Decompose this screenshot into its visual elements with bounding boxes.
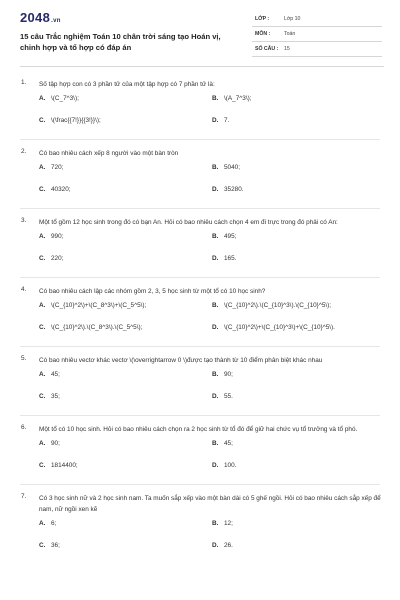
question-number: 7. [21,493,27,500]
option-row [0,228,400,250]
option-letter: A. [39,164,46,171]
option-row [0,159,400,181]
option-c[interactable] [39,542,60,549]
meta-row-count [252,44,382,57]
option-letter: D. [212,117,219,124]
option-d[interactable] [212,462,236,469]
question-number: 6. [21,424,27,431]
option-a[interactable] [39,371,60,378]
option-text: \(C_{10}^2\)+\(C_{10}^3\)+\(C_{10}^5\). [224,324,335,331]
page-header [0,0,400,64]
option-row [0,537,400,559]
question-2 [0,148,400,209]
question-5 [0,355,400,416]
option-letter: D. [212,255,219,262]
option-text: \(\frac{{7!}}{{3!}}\); [51,117,101,124]
option-letter: C. [39,393,46,400]
question-line [0,286,400,297]
option-letter: B. [212,95,219,102]
question-number: 3. [21,217,27,224]
option-a[interactable] [39,233,63,240]
option-c[interactable] [39,393,60,400]
question-number: 1. [21,79,27,86]
option-d[interactable] [212,393,233,400]
meta-label: MÔN : [255,31,271,37]
question-text: Một tổ gồm 12 học sinh trong đó có bạn An. Hỏi có bao nhiêu cách chọn 4 em đi trực trong đó phải có An: [39,219,338,226]
document-title: 15 câu Trắc nghiệm Toán 10 chân trời sáng tạo Hoán vị, chỉnh hợp và tổ hợp có đáp án [20,32,221,52]
option-row [0,515,400,537]
question-line [0,493,400,515]
option-letter: D. [212,462,219,469]
meta-value: Lớp 10 [284,16,301,22]
option-letter: B. [212,520,219,527]
option-b[interactable] [212,95,252,102]
option-letter: A. [39,440,46,447]
option-row [0,112,400,134]
option-text: 40320; [51,186,71,193]
option-d[interactable] [212,542,233,549]
option-text: 495; [224,233,237,240]
option-row [0,181,400,203]
option-c[interactable] [39,462,78,469]
question-number: 2. [21,148,27,155]
question-4 [0,286,400,347]
option-text: 6; [51,520,57,527]
option-a[interactable] [39,440,60,447]
option-letter: D. [212,542,219,549]
option-a[interactable] [39,95,79,102]
option-text: 12; [224,520,233,527]
option-letter: A. [39,371,46,378]
question-6 [0,424,400,485]
option-letter: A. [39,302,46,309]
option-text: 55. [224,393,233,400]
option-text: 35280. [224,186,244,193]
option-d[interactable] [212,255,236,262]
option-text: 45; [224,440,233,447]
option-text: 100. [224,462,237,469]
option-text: \(C_{10}^2\)+\(C_8^3\)+\(C_5^5\); [51,302,147,309]
option-a[interactable] [39,520,56,527]
option-letter: A. [39,95,46,102]
option-c[interactable] [39,324,142,331]
question-line [0,424,400,435]
option-letter: C. [39,542,46,549]
option-text: 165. [224,255,237,262]
option-letter: D. [212,186,219,193]
option-row [0,366,400,388]
option-letter: C. [39,462,46,469]
option-a[interactable] [39,302,146,309]
option-text: 26. [224,542,233,549]
question-line [0,148,400,159]
question-line [0,79,400,90]
option-c[interactable] [39,117,101,124]
option-text: 5040; [224,164,240,171]
meta-value: Toán [284,31,296,37]
question-list [0,79,400,559]
option-text: 90; [224,371,233,378]
question-text: Một tổ có 10 học sinh. Hỏi có bao nhiêu cách chọn ra 2 học sinh từ tổ đó để giữ hai chức vụ tổ trưởng và tổ phó. [39,426,358,433]
logo-text: 2048 [20,10,51,25]
option-letter: C. [39,324,46,331]
option-d[interactable] [212,117,229,124]
option-letter: A. [39,233,46,240]
option-text: \(C_{10}^2\).\(C_8^3\).\(C_5^5\); [51,324,143,331]
option-text: 220; [51,255,64,262]
option-letter: A. [39,520,46,527]
option-letter: B. [212,164,219,171]
option-row [0,388,400,410]
meta-row-subject [252,29,382,42]
question-number: 5. [21,355,27,362]
option-text: 35; [51,393,60,400]
option-b[interactable] [212,233,236,240]
option-b[interactable] [212,302,331,309]
option-text: 1814400; [51,462,78,469]
option-row [0,250,400,272]
meta-value: 15 [284,46,290,52]
option-row [0,319,400,341]
option-d[interactable] [212,186,244,193]
question-text: Có bao nhiêu cách lập các nhóm gồm 2, 3, 5 học sinh từ một tổ có 10 học sinh? [39,288,266,295]
option-text: \(A_7^3\); [224,95,252,102]
question-divider [20,415,380,416]
meta-label: LỚP : [255,16,270,22]
option-letter: B. [212,440,219,447]
question-line [0,217,400,228]
option-text: 720; [51,164,64,171]
meta-row-class [252,14,382,27]
question-divider [20,277,380,278]
option-letter: D. [212,393,219,400]
option-b[interactable] [212,164,240,171]
option-letter: C. [39,117,46,124]
option-letter: B. [212,371,219,378]
option-c[interactable] [39,255,63,262]
option-letter: D. [212,324,219,331]
question-text: Có bao nhiêu vectơ khác vectơ \(\overrightarrow 0 \)được tạo thành từ 10 điểm phân biệt khác nhau [39,357,323,364]
site-logo[interactable] [20,10,61,25]
option-row [0,90,400,112]
logo-suffix: .vn [51,18,61,24]
option-text: 36; [51,542,60,549]
option-a[interactable] [39,164,63,171]
option-letter: C. [39,186,46,193]
question-divider [20,139,380,140]
question-text: Có bao nhiêu cách xếp 8 người vào một bàn tròn [39,150,179,157]
option-letter: B. [212,302,219,309]
option-letter: B. [212,233,219,240]
option-text: 990; [51,233,64,240]
option-b[interactable] [212,440,233,447]
question-7 [0,493,400,559]
document-meta [252,14,382,59]
question-text: Có 3 học sinh nữ và 2 học sinh nam. Ta muốn sắp xếp vào một bàn dài có 5 ghế ngồi. Hỏi có bao nhiêu cách sắp xếp để nam, nữ ngồi xen kẽ [39,495,381,513]
option-b[interactable] [212,371,233,378]
option-row [0,435,400,457]
option-text: 90; [51,440,60,447]
option-d[interactable] [212,324,335,331]
option-text: \(C_{10}^2\).\(C_{10}^3\).\(C_{10}^5\); [224,302,332,309]
question-text: Số tập hợp con có 3 phần tử của một tập hợp có 7 phần tử là: [39,81,215,88]
meta-label: SỐ CÂU : [255,46,279,52]
question-divider [20,484,380,485]
option-text: \(C_7^3\); [51,95,79,102]
question-3 [0,217,400,278]
option-row [0,297,400,319]
option-text: 45; [51,371,60,378]
question-divider [20,208,380,209]
option-text: 7. [224,117,230,124]
header-divider [20,66,384,67]
option-b[interactable] [212,520,233,527]
option-letter: C. [39,255,46,262]
question-1 [0,79,400,140]
option-c[interactable] [39,186,71,193]
question-divider [20,346,380,347]
option-row [0,457,400,479]
question-number: 4. [21,286,27,293]
question-line [0,355,400,366]
